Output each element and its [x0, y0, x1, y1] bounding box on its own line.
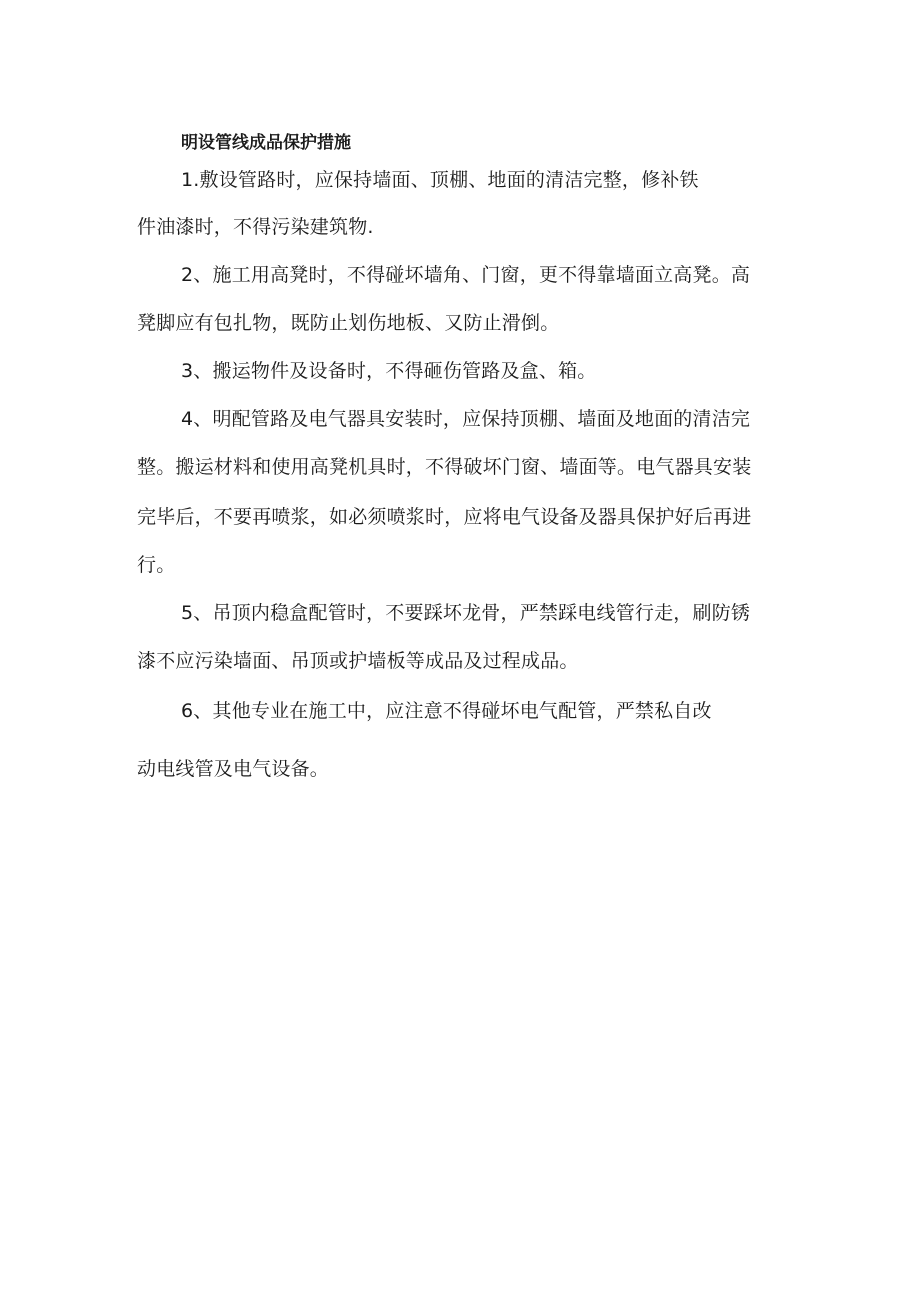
paragraph-4-line-3: 完毕后，不要再喷浆，如必须喷浆时，应将电气设备及器具保护好后再进 — [137, 506, 752, 528]
paragraph-1-line-1: 1.敷设管路时，应保持墙面、顶棚、地面的清洁完整，修补铁 — [181, 169, 699, 191]
paragraph-5-line-1: 5、吊顶内稳盒配管时，不要踩坏龙骨，严禁踩电线管行走，刷防锈 — [181, 602, 751, 624]
paragraph-1-line-2: 件油漆时，不得污染建筑物. — [137, 216, 374, 238]
paragraph-6-line-2: 动电线管及电气设备。 — [137, 758, 330, 780]
paragraph-6-line-1: 6、其他专业在施工中，应注意不得碰坏电气配管，严禁私自改 — [181, 700, 712, 722]
paragraph-2-line-1: 2、施工用高凳时，不得碰坏墙角、门窗，更不得靠墙面立高凳。高 — [181, 264, 751, 286]
paragraph-4-line-4: 行。 — [137, 554, 176, 576]
paragraph-5-line-2: 漆不应污染墙面、吊顶或护墙板等成品及过程成品。 — [137, 650, 579, 672]
paragraph-4-line-2: 整。搬运材料和使用高凳机具时，不得破坏门窗、墙面等。电气器具安装 — [137, 456, 752, 478]
paragraph-2-line-2: 凳脚应有包扎物，既防止划伤地板、又防止滑倒。 — [137, 312, 560, 334]
document-title: 明设管线成品保护措施 — [181, 133, 351, 153]
paragraph-3-line-1: 3、搬运物件及设备时，不得砸伤管路及盒、箱。 — [181, 360, 597, 382]
paragraph-4-line-1: 4、明配管路及电气器具安装时，应保持顶棚、墙面及地面的清洁完 — [181, 408, 751, 430]
